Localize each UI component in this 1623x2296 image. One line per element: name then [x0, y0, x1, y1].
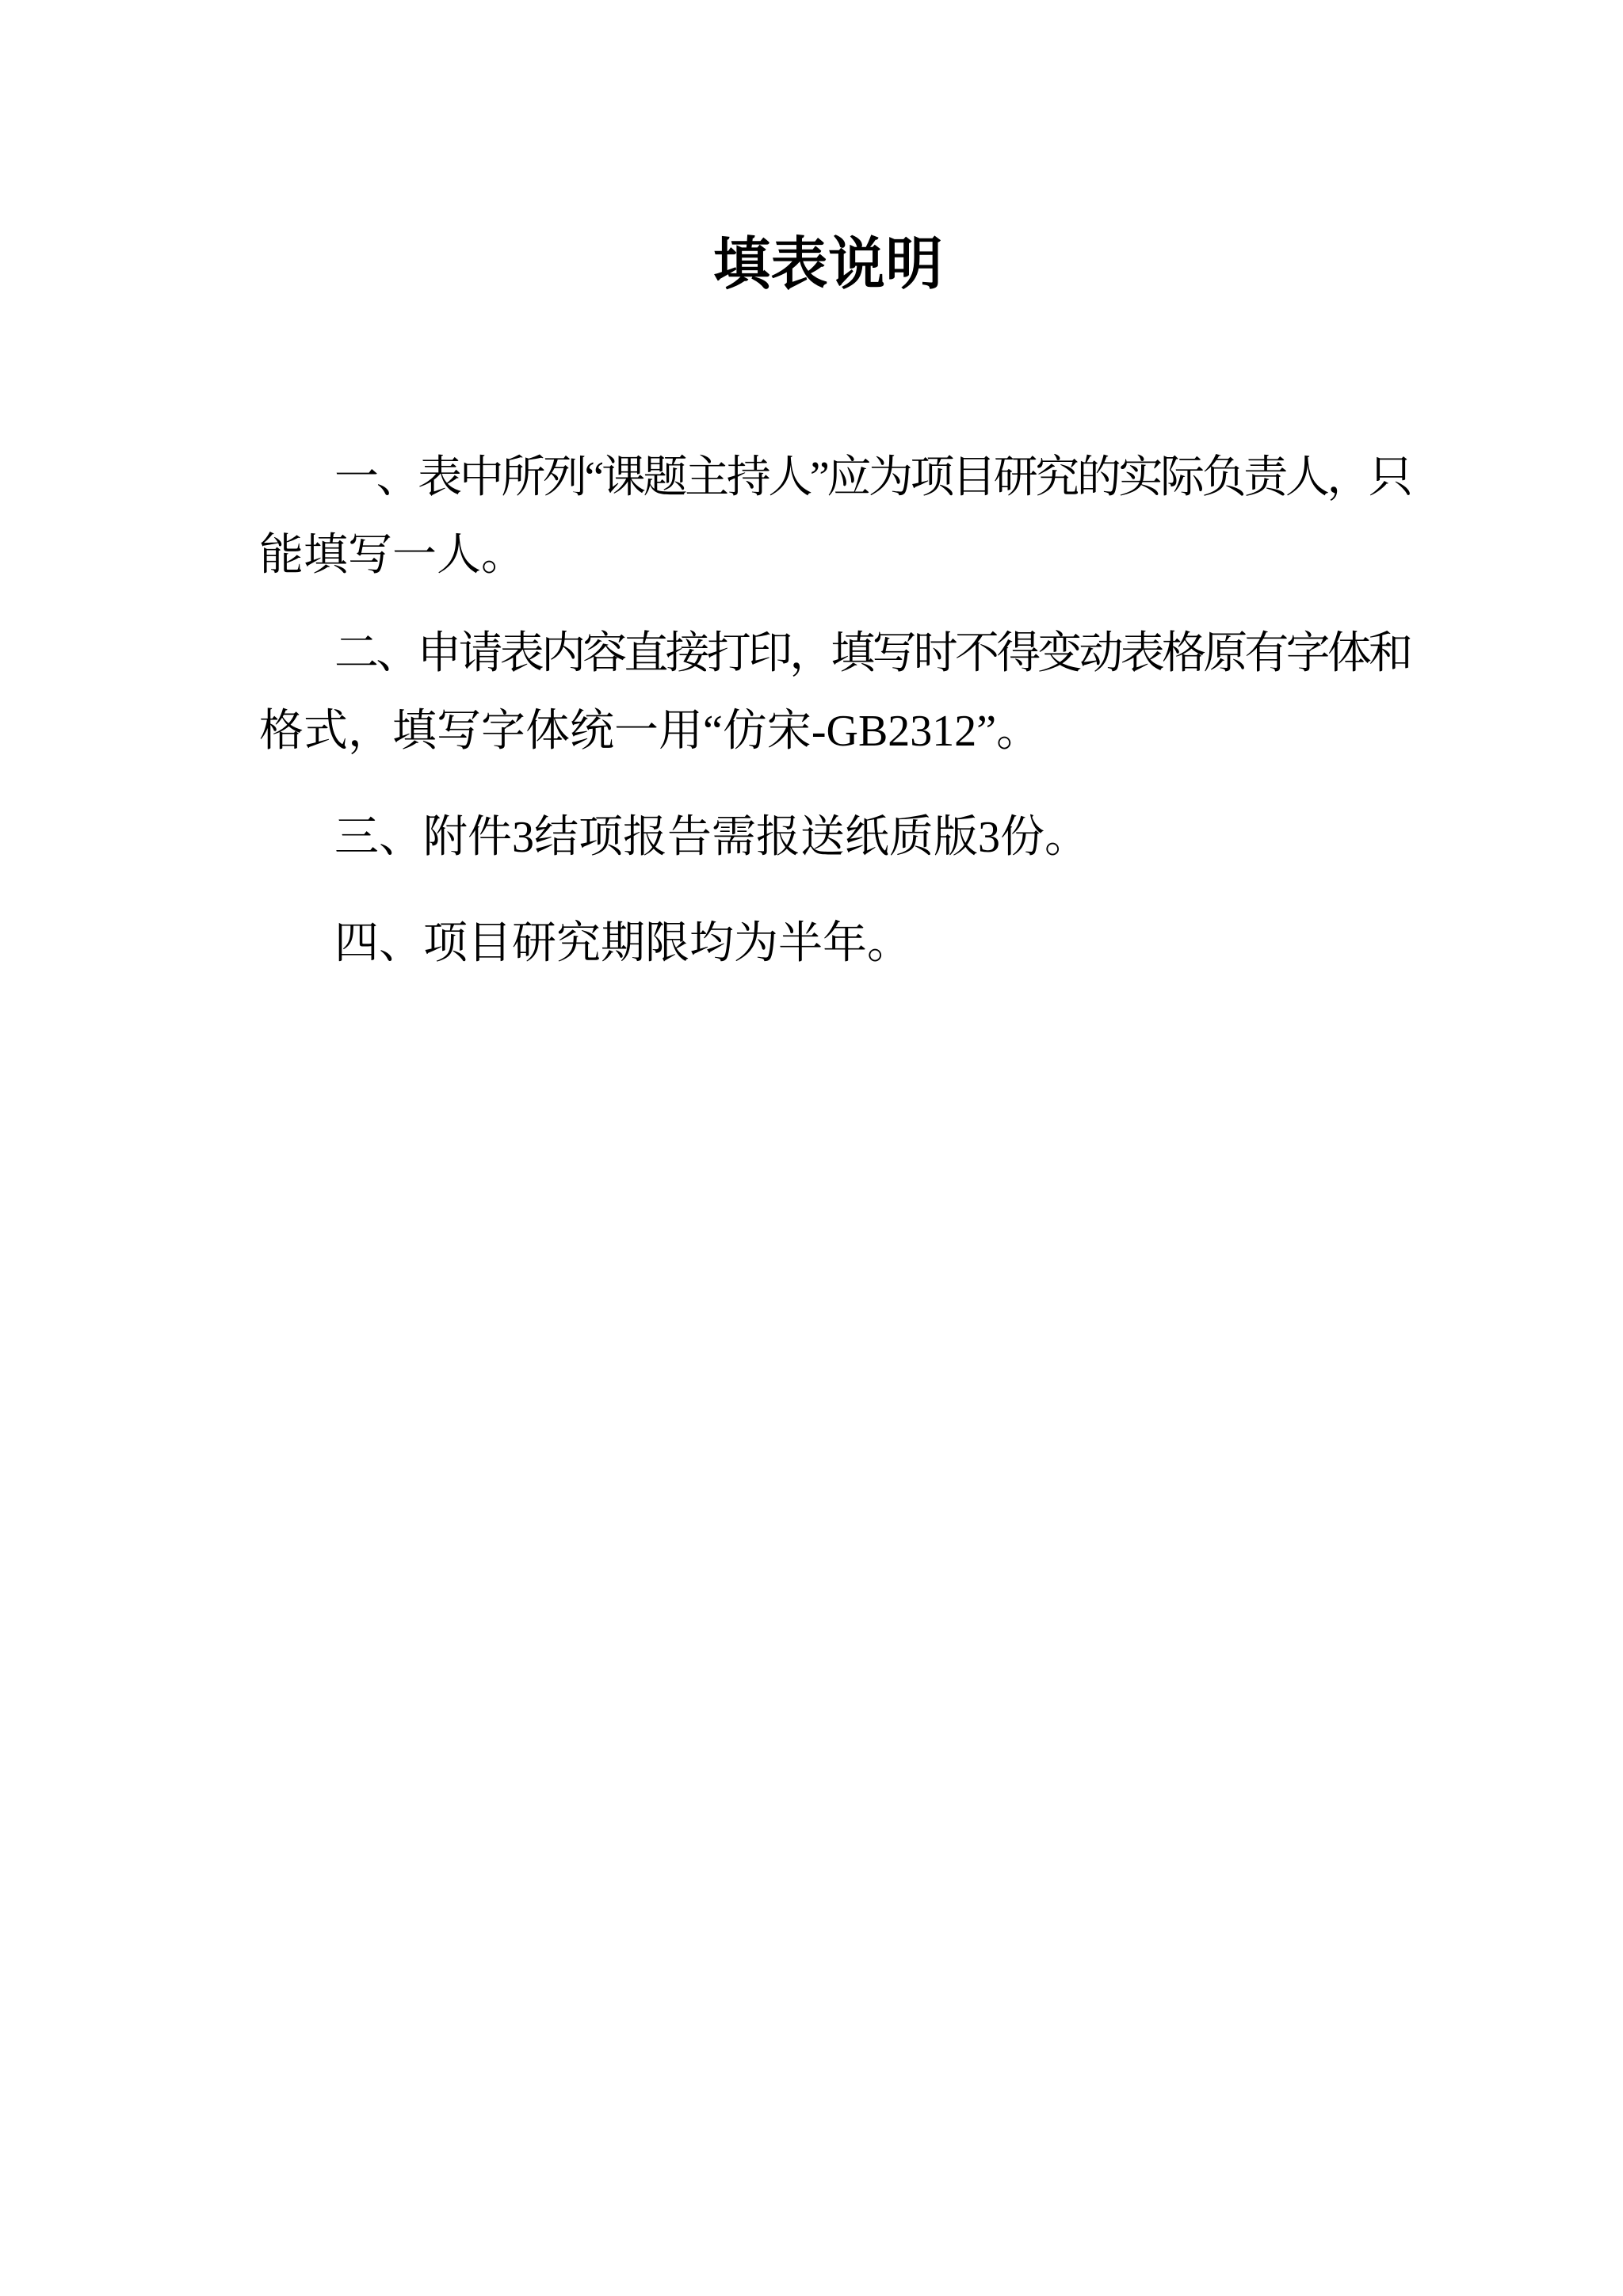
instruction-paragraph-3 — [259, 799, 1408, 876]
paragraph-line: 能填写一人。 — [259, 531, 525, 580]
paragraph-line: 二、申请表内容直接打印，填写时不得变动表格原有字体和 — [334, 629, 1408, 678]
instructions-body — [259, 439, 1408, 982]
page-title: 填表说明 — [712, 233, 943, 296]
paragraph-line: 一、表中所列“课题主持人”应为项目研究的实际负责人，只 — [334, 453, 1408, 502]
paragraph-line: 格式，填写字体统一用“仿宋-GB2312”。 — [259, 707, 1041, 756]
instruction-paragraph-2 — [259, 615, 1408, 770]
paragraph-line: 四、项目研究期限均为半年。 — [334, 919, 911, 968]
paragraph-line: 三、附件3结项报告需报送纸质版3份。 — [334, 813, 1089, 862]
instruction-paragraph-1 — [259, 439, 1408, 594]
instruction-paragraph-4 — [259, 905, 1408, 982]
